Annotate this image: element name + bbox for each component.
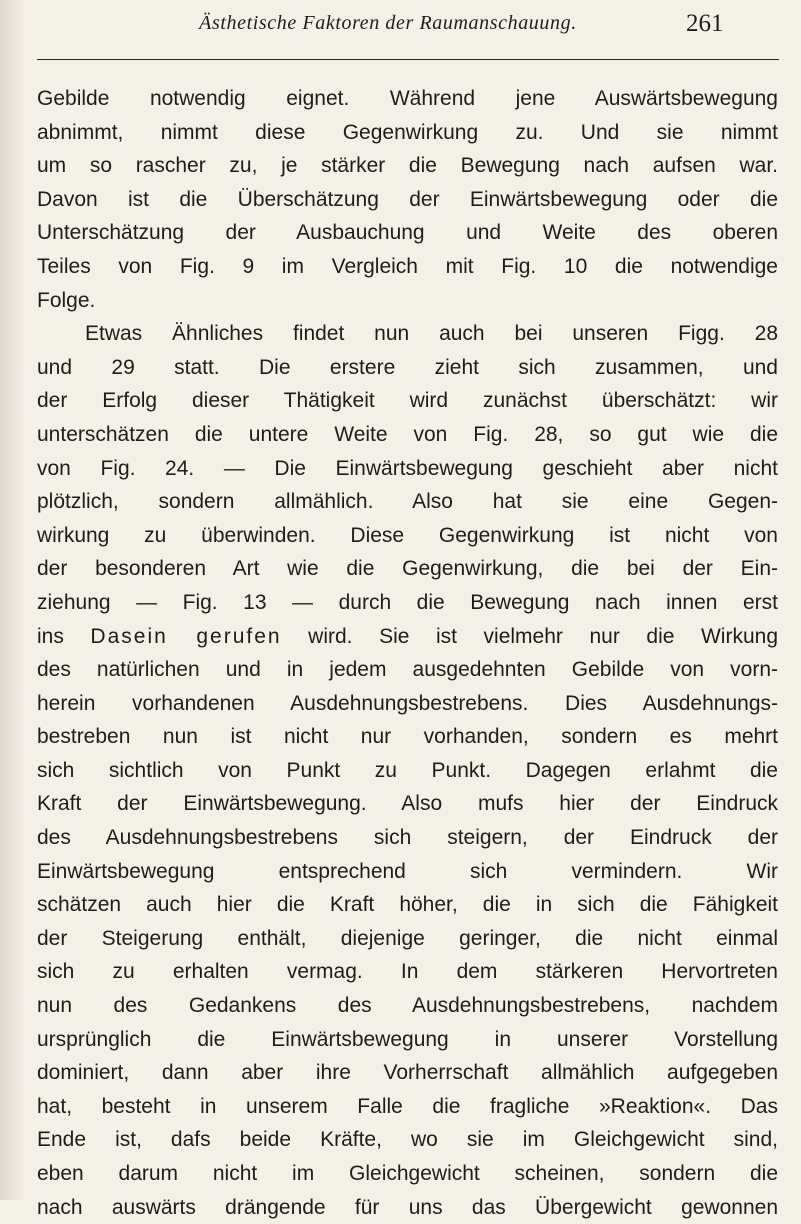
text-line: von Fig. 24. — Die Einwärtsbewegung geschieht aber nicht: [37, 456, 778, 480]
paragraph-end-line: Folge.: [37, 288, 96, 312]
text-line: Kraft der Einwärtsbewegung. Also mufs hier der Eindruck: [37, 792, 778, 816]
text-line: nun des Gedankens des Ausdehnungsbestrebens, nachdem: [37, 994, 778, 1018]
text-line-with-spaced-emphasis: [37, 620, 778, 654]
text-line: sich zu erhalten vermag. In dem stärkeren Hervortreten: [37, 960, 778, 984]
text-line: hat, besteht in unserem Falle die fragliche »Reaktion«. Das: [37, 1094, 778, 1118]
text-line: um so rascher zu, je stärker die Bewegung nach aufsen war.: [37, 154, 778, 178]
text-line: der Erfolg dieser Thätigkeit wird zunächst überschätzt: wir: [37, 389, 778, 413]
text-line: Einwärtsbewegung entsprechend sich vermindern. Wir: [37, 859, 778, 883]
body-text: [37, 82, 778, 1224]
text-line: schätzen auch hier die Kraft höher, die in sich die Fähigkeit: [37, 893, 778, 917]
text-line: Unterschätzung der Ausbauchung und Weite des oberen: [37, 221, 778, 245]
text-line: ursprünglich die Einwärtsbewegung in unserer Vorstellung: [37, 1027, 778, 1051]
text-line: des Ausdehnungsbestrebens sich steigern, der Eindruck der: [37, 826, 778, 850]
text-line: abnimmt, nimmt diese Gegenwirkung zu. Und sie nimmt: [37, 120, 778, 144]
spaced-emphasis: Dasein gerufen: [90, 624, 282, 648]
text-line: herein vorhandenen Ausdehnungsbestrebens. Dies Ausdehnungs-: [37, 691, 778, 715]
line-start: ins: [37, 624, 91, 648]
page-edge-shading: [0, 0, 26, 1200]
text-line: eben darum nicht im Gleichgewicht scheinen, sondern die: [37, 1162, 778, 1185]
page-number: 261: [686, 10, 724, 37]
line-end: wird. Sie ist vielmehr nur die Wirkung: [281, 624, 779, 648]
text-line: ziehung — Fig. 13 — durch die Bewegung nach innen erst: [37, 590, 778, 614]
text-line: und 29 statt. Die erstere zieht sich zusammen, und: [37, 355, 778, 379]
text-line: Gebilde notwendig eignet. Während jene Auswärtsbewegung: [37, 87, 778, 110]
text-line: bestreben nun ist nicht nur vorhanden, sondern es mehrt: [37, 725, 778, 749]
text-line: nach auswärts drängende für uns das Übergewicht gewonnen: [37, 1195, 778, 1219]
text-line: Teiles von Fig. 9 im Vergleich mit Fig. 10 die notwendige: [37, 254, 778, 278]
text-line: dominiert, dann aber ihre Vorherrschaft allmählich aufgegeben: [37, 1061, 778, 1085]
text-line: unterschätzen die untere Weite von Fig. 28, so gut wie die: [37, 422, 778, 446]
text-line: sich sichtlich von Punkt zu Punkt. Dagegen erlahmt die: [37, 758, 778, 782]
text-line: Ende ist, dafs beide Kräfte, wo sie im Gleichgewicht sind,: [37, 1128, 778, 1152]
running-head: [0, 10, 801, 50]
text-line: plötzlich, sondern allmählich. Also hat sie eine Gegen-: [37, 490, 778, 514]
text-line: Davon ist die Überschätzung der Einwärtsbewegung oder die: [37, 187, 778, 211]
paragraph-start-line: Etwas Ähnliches findet nun auch bei unseren Figg. 28: [85, 322, 778, 346]
running-title: Ästhetische Faktoren der Raumanschauung.: [199, 12, 577, 34]
header-rule: [37, 59, 779, 60]
text-line: der Steigerung enthält, diejenige geringer, die nicht einmal: [37, 926, 778, 950]
text-line: wirkung zu überwinden. Diese Gegenwirkung ist nicht von: [37, 523, 778, 547]
text-line: der besonderen Art wie die Gegenwirkung, die bei der Ein-: [37, 557, 778, 581]
text-line: des natürlichen und in jedem ausgedehnten Gebilde von vorn-: [37, 658, 778, 682]
